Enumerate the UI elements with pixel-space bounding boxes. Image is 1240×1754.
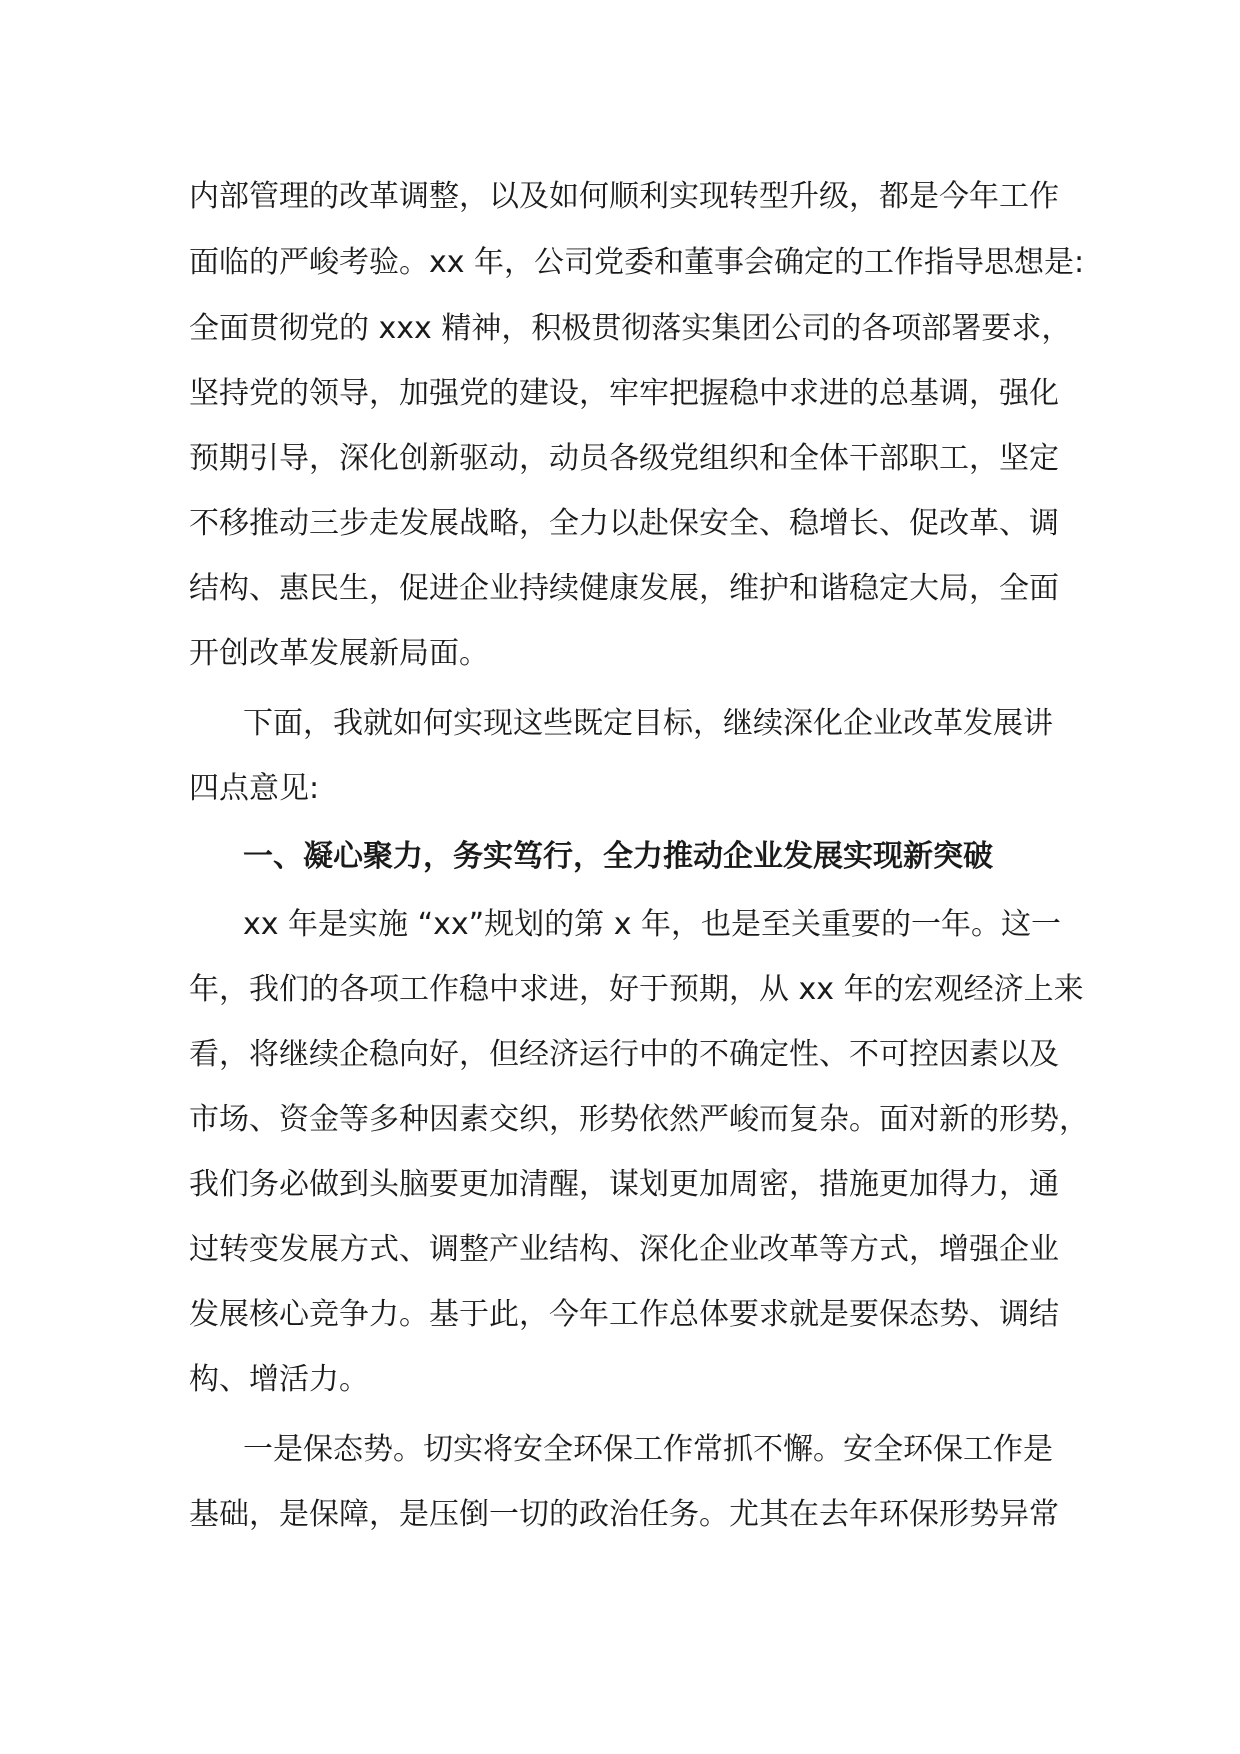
section-heading: 一、凝心聚力，务实笃行，全力推动企业发展实现新突破 [243, 839, 993, 874]
text-line: 开创改革发展新局面。 [189, 636, 489, 671]
text-line: 一是保态势。切实将安全环保工作常抓不懈。安全环保工作是 [243, 1432, 1053, 1467]
text-line: 预期引导，深化创新驱动，动员各级党组织和全体干部职工，坚定 [189, 441, 1059, 476]
text-line: 过转变发展方式、调整产业结构、深化企业改革等方式，增强企业 [189, 1232, 1059, 1267]
text-line: 不移推动三步走发展战略，全力以赴保安全、稳增长、促改革、调 [189, 506, 1059, 541]
text-line: 结构、惠民生，促进企业持续健康发展，维护和谐稳定大局，全面 [189, 571, 1059, 606]
text-line: 坚持党的领导，加强党的建设，牢牢把握稳中求进的总基调，强化 [189, 376, 1059, 411]
text-line: 内部管理的改革调整，以及如何顺利实现转型升级，都是今年工作 [189, 179, 1059, 214]
text-line: 年，我们的各项工作稳中求进，好于预期，从 xx 年的宏观经济上来 [189, 972, 1084, 1007]
text-line: 下面，我就如何实现这些既定目标，继续深化企业改革发展讲 [243, 706, 1053, 741]
text-line: 市场、资金等多种因素交织，形势依然严峻而复杂。面对新的形势， [189, 1102, 1089, 1137]
text-line: 基础，是保障，是压倒一切的政治任务。尤其在去年环保形势异常 [189, 1497, 1059, 1532]
text-line: 四点意见: [189, 771, 320, 806]
text-line: 构、增活力。 [189, 1362, 369, 1397]
text-line: 全面贯彻党的 xxx 精神，积极贯彻落实集团公司的各项部署要求， [189, 311, 1072, 346]
text-line: 看，将继续企稳向好，但经济运行中的不确定性、不可控因素以及 [189, 1037, 1059, 1072]
text-line: 我们务必做到头脑要更加清醒，谋划更加周密，措施更加得力，通 [189, 1167, 1059, 1202]
text-line: 发展核心竞争力。基于此，今年工作总体要求就是要保态势、调结 [189, 1297, 1059, 1332]
text-line: 面临的严峻考验。xx 年，公司党委和董事会确定的工作指导思想是: [189, 245, 1085, 280]
text-line: xx 年是实施 “xx”规划的第 x 年，也是至关重要的一年。这一 [243, 907, 1061, 942]
